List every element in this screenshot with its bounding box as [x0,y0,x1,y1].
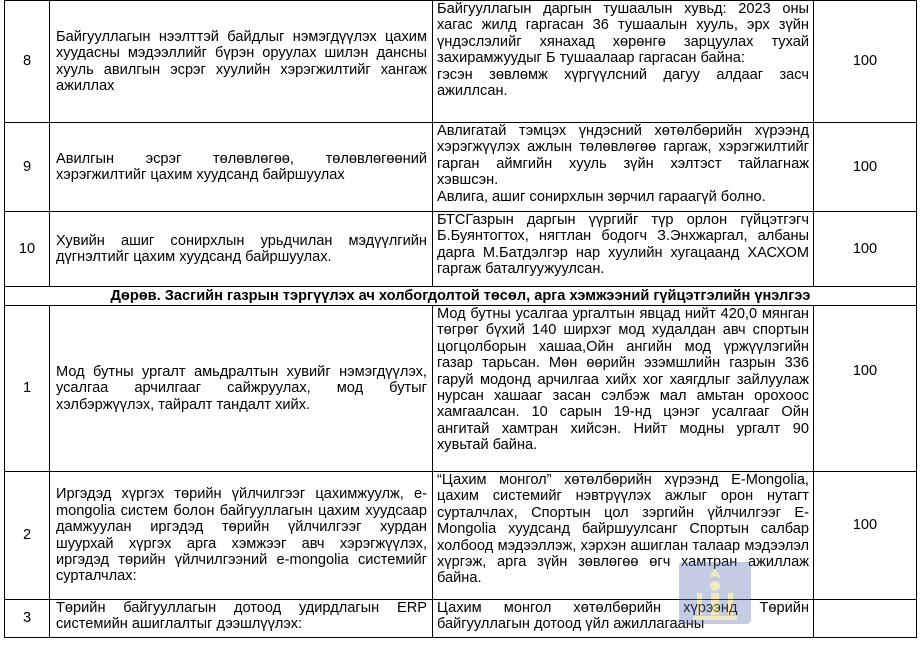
row-number: 9 [5,123,50,212]
row-number: 8 [5,1,50,123]
task-cell: Авилгын эсрэг төлөвлөгөө, төлөвлөгөөний хэрэгжилтийг цахим хуудсанд байршуулах [50,123,433,212]
table-row [5,1,917,123]
score-cell: 100 [814,123,917,212]
score-cell: 100 [814,472,917,600]
section-header-row [5,287,917,306]
description-paragraph: Авлигатай тэмцэх үндэсний хөтөлбөрийн хүрээнд хэрэгжүүлэх ажлын төлөвлөгөө гаргаж, хэрэгжилтийг гарган аймгийн хууль зүйн хэлтэст тайлагнаж хэвшсэн. [437,123,809,189]
description-cell [433,1,814,123]
description-cell [433,123,814,212]
description-paragraph: Цахим монгол хөтөлбөрийн хүрээнд Төрийн байгууллагын дотоод үйл ажиллагааны [437,600,809,633]
row-number: 1 [5,306,50,472]
description-paragraph: Мод бутны усалгаа ургалтын явцад нийт 420,0 мянган төгрөг бүхий 140 ширхэг мод худалдан авч спортын цогцолборын хашаа,Ойн ангийн мод үржүүлэгийн газар тарьсан. Мөн өөрийн эзэмшлийн газрын 336 гаруй модонд арчилгаа хийх хог хаягдлыг зайлуулаж нурсан хашааг засан сэлбэж мал амьтан орохоос хамгаалсан. 10 сарын 19-нд цэнэг усалгааг Ойн ангитай хамтран хийсэн. Нийт модны ургалт 90 хувьтай байна. [437,306,809,454]
task-cell: Төрийн байгууллагын дотоод удирдлагын ERP системийн ашиглалтыг дээшлүүлэх: [50,600,433,638]
row-number: 3 [5,600,50,638]
score-cell: 100 [814,1,917,123]
description-cell [433,472,814,600]
section-title: Дөрөв. Засгийн газрын тэргүүлэх ач холбогдолтой төсөл, арга хэмжээний гүйцэтгэлийн үнэлгээ [5,287,917,306]
description-cell [433,600,814,638]
table-row [5,212,917,287]
table-row [5,472,917,600]
description-paragraph: Авлига, ашиг сонирхлын зөрчил гараагүй болно. [437,188,766,205]
description-paragraph: “Цахим монгол” хөтөлбөрийн хүрээнд E-Mongolia, цахим системийг нэвтрүүлэх ажлыг орон нутагт сурталчлах, Спортын цол зэргийн үйлчилгээг E-Mongolia хуудсанд байршуулсанг Спортын салбар холбоод мэдээллэж, хэрхэн ашиглан талаар мэдээлэл хүргэж, арга зүйн зөвлөгөө өгч хамтран ажиллаж байна. [437,472,809,587]
evaluation-table [4,0,917,638]
score-cell: 100 [814,212,917,287]
task-cell: Мод бутны ургалт амьдралтын хувийг нэмэгдүүлэх, усалгаа арчилгааг сайжруулах, мод бутыг хэлбэржүүлэх, тайралт тандалт хийх. [50,306,433,472]
description-paragraph: Байгууллагын даргын тушаалын хувьд: 2023 оны хагас жилд гаргасан 36 тушаалын хууль, эрх зүйн үндэслэлийг хянахад хөрөнгө зарцуулах тухай захирамжуудыг Б тушаалаар гаргасан байна: [437,1,809,67]
description-cell [433,306,814,472]
score-cell: 100 [814,306,917,472]
table-row [5,306,917,472]
description-paragraph: гэсэн зөвлөмж хүргүүлсний дагуу алдааг засч ажиллсан. [437,66,809,100]
task-cell: Иргэдэд хүргэх төрийн үйлчилгээг цахимжуулж, e-mongolia систем болон байгууллагын цахим хуудсаар дамжуулан иргэдэд төрийн үйлчилгээг хурдан шуурхай хүргэх арга хэмжээг авч хэрэгжүүлэх, иргэдэд төрийн үйлчилгээний e-mongolia системийг сурталчлах: [50,472,433,600]
task-cell: Хувийн ашиг сонирхлын урьдчилан мэдүүлгийн дүгнэлтийг цахим хуудсанд байршуулах. [50,212,433,287]
table-row [5,600,917,638]
table-row [5,123,917,212]
task-cell: Байгууллагын нээлттэй байдлыг нэмэгдүүлэх цахим хуудасны мэдээллийг бүрэн оруулах шилэн дансны хууль авилгын эсрэг хуулийн хэрэгжилтийг хангаж ажиллах [50,1,433,123]
score-cell [814,600,917,638]
row-number: 10 [5,212,50,287]
description-cell [433,212,814,287]
row-number: 2 [5,472,50,600]
description-paragraph: БТСГазрын даргын үүргийг түр орлон гүйцэтгэгч Б.Буянтогтох, нягтлан бодогч З.Энхжаргал, албаны дарга М.Батдэлгэр нар хуулийн хугацаанд ХАСХОМ гаргаж баталгуужуулсан. [437,212,809,278]
